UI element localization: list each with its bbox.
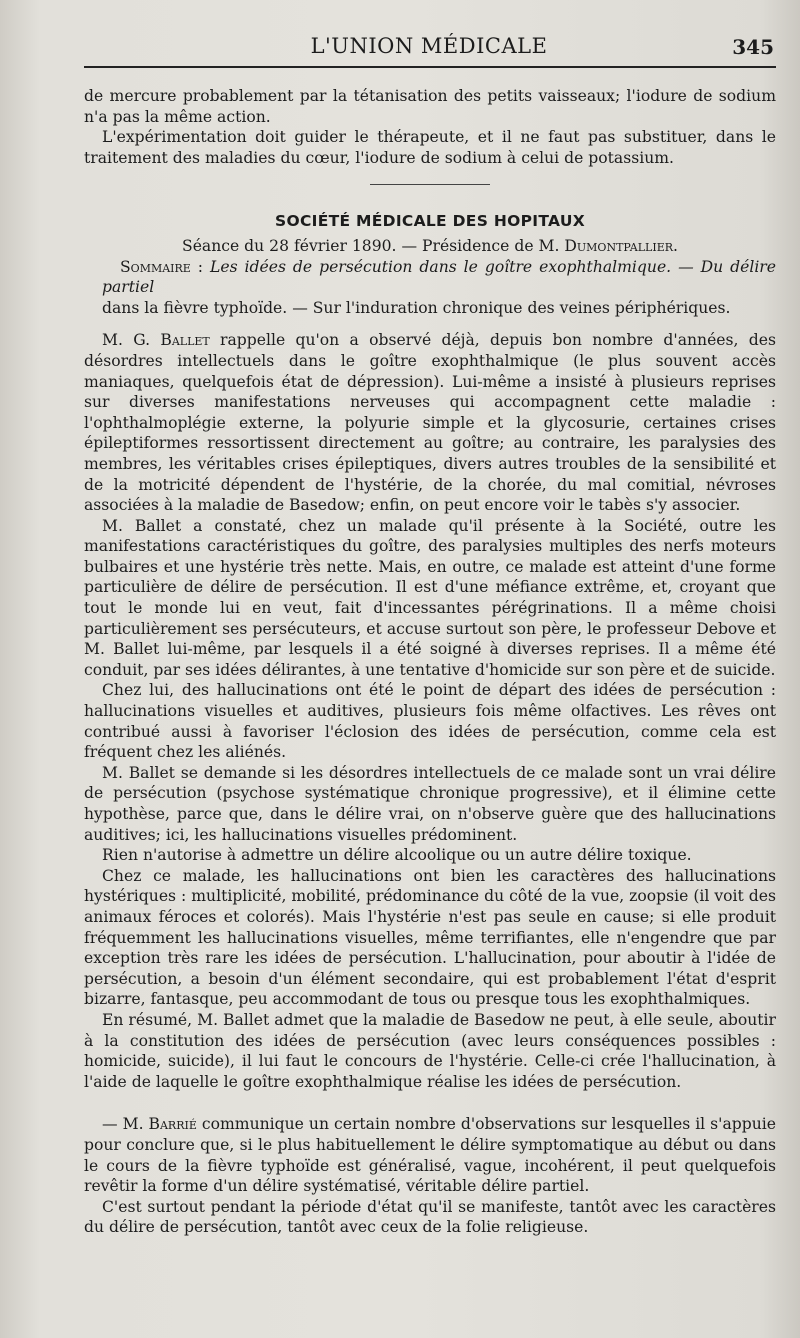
barrie-paragraph-1 xyxy=(84,1114,776,1196)
ballet-paragraph-4: M. Ballet se demande si les désordres intellectuels de ce malade sont un vrai délire de persécution (psychose systématique chronique progressive), et il élimine cette hypothèse, parce que, dans le délire vrai, on n'observe guère que des hallucinations auditives; ici, les hallucinations visuelles prédominent. xyxy=(84,763,776,844)
article-body xyxy=(84,86,776,1238)
journal-title: L'UNION MÉDICALE xyxy=(310,34,548,58)
ballet-paragraph-5: Rien n'autorise à admettre un délire alcoolique ou un autre délire toxique. xyxy=(102,846,692,865)
sommaire-line-2: dans la fièvre typhoïde. — Sur l'induration chronique des veines périphériques. xyxy=(102,298,731,317)
seance-text: Séance du 28 février 1890. — Présidence de M. xyxy=(182,236,565,255)
ballet-speaker-prefix: M. G. xyxy=(102,331,161,350)
sommaire xyxy=(84,257,776,298)
page-number: 345 xyxy=(732,35,774,59)
paragraph-conclusion: L'expérimentation doit guider le thérapeute, et il ne faut pas substituer, dans le traitement des maladies du cœur, l'iodure de sodium à celui de potassium. xyxy=(84,128,776,167)
ballet-paragraph-2: M. Ballet a constaté, chez un malade qu'il présente à la Société, outre les manifestations caractéristiques du goître, des paralysies multiples des nerfs moteurs bulbaires et une hystérie très nette. Mais, en outre, ce malade est atteint d'une forme particulière de délire de persécution. Il est d'une méfiance extrême, et, croyant que tout le monde lui en veut, fait d'incessantes pérégrinations. Il a même choisi particulièrement ses persécuteurs, et accuse surtout son père, le professeur Debove et M. Ballet lui-même, par lesquels il a été soigné à diverses reprises. Il a même été conduit, par ses idées délirantes, à une tentative d'homicide sur son père et de suicide. xyxy=(84,516,776,679)
ballet-text-1: rappelle qu'on a observé déjà, depuis bon nombre d'années, des désordres intellectuels dans le goître exophthalmique (le plus souvent accès maniaques, quelquefois état de dépression). Lui-même a insisté à plusieurs reprises sur diverses manifestations nerveuses qui accompagnent cette maladie : l'ophthalmoplégie externe, la polyurie simple et la glycosurie, certaines crises épileptiformes ressortissent directement au goître; au contraire, les paralysies des membres, les véritables crises épileptiques, divers autres troubles de la sensibilité et de la motricité dépendent de l'hystérie, de la chorée, du mal comitial, névroses associées à la maladie de Basedow; enfin, on peut encore voir le tabès s'y associer. xyxy=(84,331,776,515)
seance-line xyxy=(84,236,776,257)
section-separator xyxy=(370,184,490,185)
ballet-speaker-name: Ballet xyxy=(160,331,210,350)
president-name: Dumontpallier. xyxy=(564,236,678,255)
ballet-paragraph-1 xyxy=(84,330,776,515)
ballet-paragraph-3: Chez lui, des hallucinations ont été le point de départ des idées de persécution : hallucinations visuelles et auditives, plusieurs fois même olfactives. Les rêves ont contribué aussi à favoriser l'éclosion des idées de persécution, comme cela est fréquent chez les aliénés. xyxy=(84,681,776,762)
society-heading: SOCIÉTÉ MÉDICALE DES HOPITAUX xyxy=(275,212,585,231)
barrie-paragraph-2: C'est surtout pendant la période d'état qu'il se manifeste, tantôt avec les caractères du délire de persécution, tantôt avec ceux de la folie religieuse. xyxy=(84,1197,776,1237)
paragraph-continuation: de mercure probablement par la tétanisation des petits vaisseaux; l'iodure de sodium n'a pas la même action. xyxy=(84,87,776,126)
sommaire-label: Sommaire xyxy=(120,257,191,276)
header-rule xyxy=(84,66,776,68)
sommaire-separator: : xyxy=(190,257,211,276)
barrie-prefix: — M. xyxy=(102,1115,149,1134)
ballet-paragraph-6: Chez ce malade, les hallucinations ont bien les caractères des hallucinations hystériques : multiplicité, mobilité, prédominance du côté de la vue, zoopsie (il voit des animaux féroces et colorés). Mais l'hystérie n'est pas seule en cause; si elle produit fréquemment les hallucinations visuelles, même terrifiantes, elle n'engendre que par exception très rare les idées de persécution. L'hallucination, pour aboutir à l'idée de persécution, a besoin d'un élément secondaire, qui est probablement l'état d'esprit bizarre, fantasque, peu accommodant de tous ou presque tous les exophthalmiques. xyxy=(84,866,776,1009)
sommaire-line-1: Les idées de persécution dans le goître exophthalmique. — Du délire partiel xyxy=(102,257,776,297)
barrie-text-1: communique un certain nombre d'observations sur lesquelles il s'appuie pour conclure que, si le plus habituellement le délire symptomatique au début ou dans le cours de la fièvre typhoïde est généralisé, vague, incohérent, il peut quelquefois revêtir la forme d'un délire systématisé, véritable délire partiel. xyxy=(84,1115,776,1196)
barrie-name: Barrié xyxy=(148,1115,197,1134)
ballet-paragraph-7: En résumé, M. Ballet admet que la maladie de Basedow ne peut, à elle seule, aboutir à la constitution des idées de persécution (avec leurs conséquences possibles : homicide, suicide), il lui faut le concours de l'hystérie. Celle-ci crée l'hallucination, à l'aide de laquelle le goître exophthalmique réalise les idées de persécution. xyxy=(84,1010,776,1091)
running-header xyxy=(84,34,774,68)
